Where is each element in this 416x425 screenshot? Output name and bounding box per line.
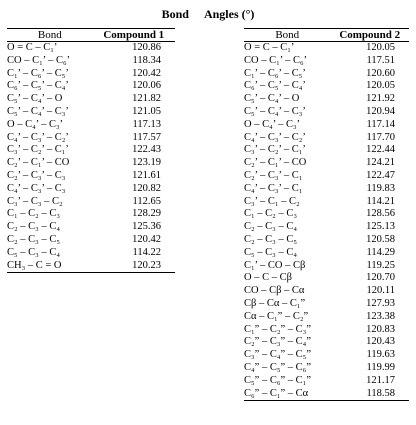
table-row: [244, 144, 409, 157]
bond-cell: C₄’ – C₃’ – C₁: [244, 182, 303, 194]
bond-cell: Cα – C₁” – C₂”: [244, 310, 309, 322]
angle-value-cell: 119.25: [366, 259, 395, 271]
compound2-bond-header: Bond: [244, 29, 330, 42]
angle-value-cell: 121.17: [366, 374, 395, 386]
table-row: [244, 362, 409, 375]
table-row: [244, 132, 409, 145]
angle-value-cell: 121.92: [366, 93, 395, 105]
angle-value-cell: 120.42: [132, 233, 161, 245]
bond-cell: C₃” – C₄” – C₅”: [244, 349, 311, 361]
bond-cell: O – C₄’ – C₃’: [244, 118, 301, 130]
compound2-header-row: [244, 29, 409, 42]
table-row: [244, 298, 409, 311]
angle-value-cell: 123.19: [132, 157, 161, 169]
table-row: [244, 324, 409, 337]
table-row: [7, 55, 175, 68]
table-row: [7, 106, 175, 119]
angle-value-cell: 119.63: [366, 349, 395, 361]
angle-value-cell: 122.44: [366, 144, 395, 156]
bond-cell: C₂’ – C₁’ – CO: [7, 157, 70, 169]
bond-cell: C₃’ – C₁ – C₂: [244, 195, 300, 207]
angle-value-cell: 120.60: [366, 67, 395, 79]
compound2-compound-header: Compound 2: [330, 29, 409, 42]
table-row: [7, 208, 175, 221]
table-row: [244, 80, 409, 93]
angle-value-cell: 120.70: [366, 272, 395, 284]
compound1-table: [7, 28, 175, 273]
bond-cell: C₃’ – C₃ – C₂: [7, 195, 63, 207]
table-row: [244, 234, 409, 247]
bond-cell: C₂ – C₃ – C₅: [7, 233, 60, 245]
bond-cell: CH₃ – C = O: [7, 260, 93, 273]
table-row: [7, 183, 175, 196]
angle-value-cell: 117.51: [366, 54, 395, 66]
bond-cell: C₅’ – C₄’ – O: [7, 93, 63, 105]
angle-value-cell: 118.58: [330, 388, 409, 401]
bond-cell: C₂’ – C₃’ – C₁: [244, 169, 303, 181]
bond-cell: C₂ – C₃ – C₄: [244, 221, 297, 233]
table-row: [244, 375, 409, 388]
bond-cell: C₂’ – C₃’ – C₃: [7, 169, 66, 181]
angle-value-cell: 122.47: [366, 169, 395, 181]
bond-cell: C₅’ – C₄’ – O: [244, 93, 300, 105]
angle-value-cell: 114.29: [366, 246, 395, 258]
angle-value-cell: 120.11: [366, 285, 395, 297]
table-row: [244, 183, 409, 196]
angle-value-cell: 120.42: [132, 67, 161, 79]
angle-value-cell: 121.82: [132, 93, 161, 105]
table-row: [7, 196, 175, 209]
bond-cell: C₆’ – C₅’ – C₄’: [7, 80, 69, 92]
angle-value-cell: 124.21: [366, 157, 395, 169]
angle-value-cell: 123.38: [366, 310, 395, 322]
angle-value-cell: 120.94: [366, 105, 395, 117]
angle-value-cell: 118.34: [132, 54, 161, 66]
bond-cell: CO – C₁’ – C₆’: [7, 54, 71, 66]
bond-cell: C₃’ – C₂’ – C₁’: [7, 144, 69, 156]
angle-value-cell: 114.22: [132, 246, 161, 258]
angle-value-cell: 125.36: [132, 221, 161, 233]
bond-cell: C₂’ – C₁’ – CO: [244, 157, 307, 169]
compound1-bond-header: Bond: [7, 29, 93, 42]
bond-cell: O = C – C₁’: [7, 42, 58, 53]
table-row: [244, 336, 409, 349]
compound1-compound-header: Compound 1: [93, 29, 175, 42]
angle-value-cell: 119.83: [366, 182, 395, 194]
angle-value-cell: 117.14: [366, 118, 395, 130]
table-row: [7, 80, 175, 93]
bond-cell: C₂” – C₃” – C₄”: [244, 336, 311, 348]
table-row: [244, 196, 409, 209]
angle-value-cell: 120.23: [93, 260, 175, 273]
bond-cell: C₆” – C₁” – Cα: [244, 388, 330, 401]
bond-cell: C₄” – C₅” – C₆”: [244, 361, 311, 373]
table-row: [244, 93, 409, 106]
table-row: [244, 247, 409, 260]
angle-value-cell: 120.83: [366, 323, 395, 335]
bond-cell: C₆’ – C₅’ – C₄’: [244, 80, 306, 92]
angle-value-cell: 117.57: [132, 131, 161, 143]
bond-cell: C₂ – C₃ – C₄: [7, 221, 60, 233]
table-row: [7, 170, 175, 183]
bond-cell: C₅’ – C₄’ – C₃’: [7, 105, 69, 117]
table-row: [7, 119, 175, 132]
angle-value-cell: 128.56: [366, 208, 395, 220]
table-row: [7, 234, 175, 247]
bond-cell: CO – C₁’ – C₆’: [244, 54, 308, 66]
angle-value-cell: 127.93: [366, 297, 395, 309]
table-row: [7, 221, 175, 234]
table-row: [7, 144, 175, 157]
table-row: [244, 388, 409, 401]
table-row: [244, 68, 409, 81]
bond-cell: CO – Cβ – Cα: [244, 285, 305, 297]
title-angles: Angles (°): [203, 7, 255, 21]
bond-cell: C₁” – C₂” – C₃”: [244, 323, 311, 335]
table-row: [244, 208, 409, 221]
angle-value-cell: 120.82: [132, 182, 161, 194]
bond-cell: O – C₄’ – C₃’: [7, 118, 64, 130]
bond-cell: C₁ – C₂ – C₃: [7, 208, 60, 220]
compound2-body: [244, 42, 409, 401]
bond-cell: C₁’ – CO – Cβ: [244, 259, 306, 271]
table-row: [244, 119, 409, 132]
bond-cell: C₁’ – C₆’ – C₅’: [7, 67, 69, 79]
table-row: [7, 247, 175, 260]
angle-value-cell: 122.43: [132, 144, 161, 156]
table-row: [7, 42, 175, 55]
angle-value-cell: 121.05: [132, 105, 161, 117]
angle-value-cell: 117.13: [132, 118, 161, 130]
table-title: [0, 7, 416, 22]
bond-cell: C₃’ – C₂’ – C₁’: [244, 144, 306, 156]
table-row: [244, 42, 409, 55]
bond-cell: C₄’ – C₃’ – C₂’: [244, 131, 306, 143]
table-row: [7, 93, 175, 106]
angle-value-cell: 120.43: [366, 336, 395, 348]
table-row: [244, 311, 409, 324]
angle-value-cell: 112.65: [132, 195, 161, 207]
bond-cell: C₅ – C₃ – C₄: [7, 246, 60, 258]
angle-value-cell: 120.06: [132, 80, 161, 92]
bond-cell: C₅’ – C₄’ – C₃’: [244, 105, 306, 117]
table-row: [244, 260, 409, 273]
title-bond: Bond: [161, 7, 189, 21]
angle-value-cell: 119.99: [366, 361, 395, 373]
bond-cell: C₁ – C₂ – C₃: [244, 208, 297, 220]
bond-cell: O – C – Cβ: [244, 272, 292, 284]
table-row: [7, 157, 175, 170]
angle-value-cell: 128.29: [132, 208, 161, 220]
bond-cell: C₄’ – C₃’ – C₃: [7, 182, 66, 194]
angle-value-cell: 117.70: [366, 131, 395, 143]
bond-cell: Cβ – Cα – C₁”: [244, 297, 306, 309]
table-row: [7, 260, 175, 273]
table-row: [244, 272, 409, 285]
angle-value-cell: 120.05: [366, 42, 395, 53]
table-row: [244, 106, 409, 119]
compound1-header-row: [7, 29, 175, 42]
table-row: [7, 132, 175, 145]
table-row: [244, 349, 409, 362]
angle-value-cell: 120.58: [366, 233, 395, 245]
table-row: [244, 221, 409, 234]
table-row: [244, 157, 409, 170]
table-row: [244, 55, 409, 68]
table-row: [244, 170, 409, 183]
compound1-body: [7, 42, 175, 273]
table-row: [7, 68, 175, 81]
angle-value-cell: 114.21: [366, 195, 395, 207]
angle-value-cell: 120.86: [132, 42, 161, 53]
bond-cell: C₁’ – C₆’ – C₅’: [244, 67, 306, 79]
angle-value-cell: 120.05: [366, 80, 395, 92]
angle-value-cell: 125.13: [366, 221, 395, 233]
compound2-table: [244, 28, 409, 401]
bond-cell: C₄’ – C₃’ – C₂’: [7, 131, 69, 143]
bond-cell: C₅ – C₃ – C₄: [244, 246, 297, 258]
bond-cell: C₅” – C₆” – C₁”: [244, 374, 311, 386]
table-row: [244, 285, 409, 298]
bond-cell: O = C – C₁’: [244, 42, 295, 53]
bond-cell: C₂ – C₃ – C₅: [244, 233, 297, 245]
angle-value-cell: 121.61: [132, 169, 161, 181]
